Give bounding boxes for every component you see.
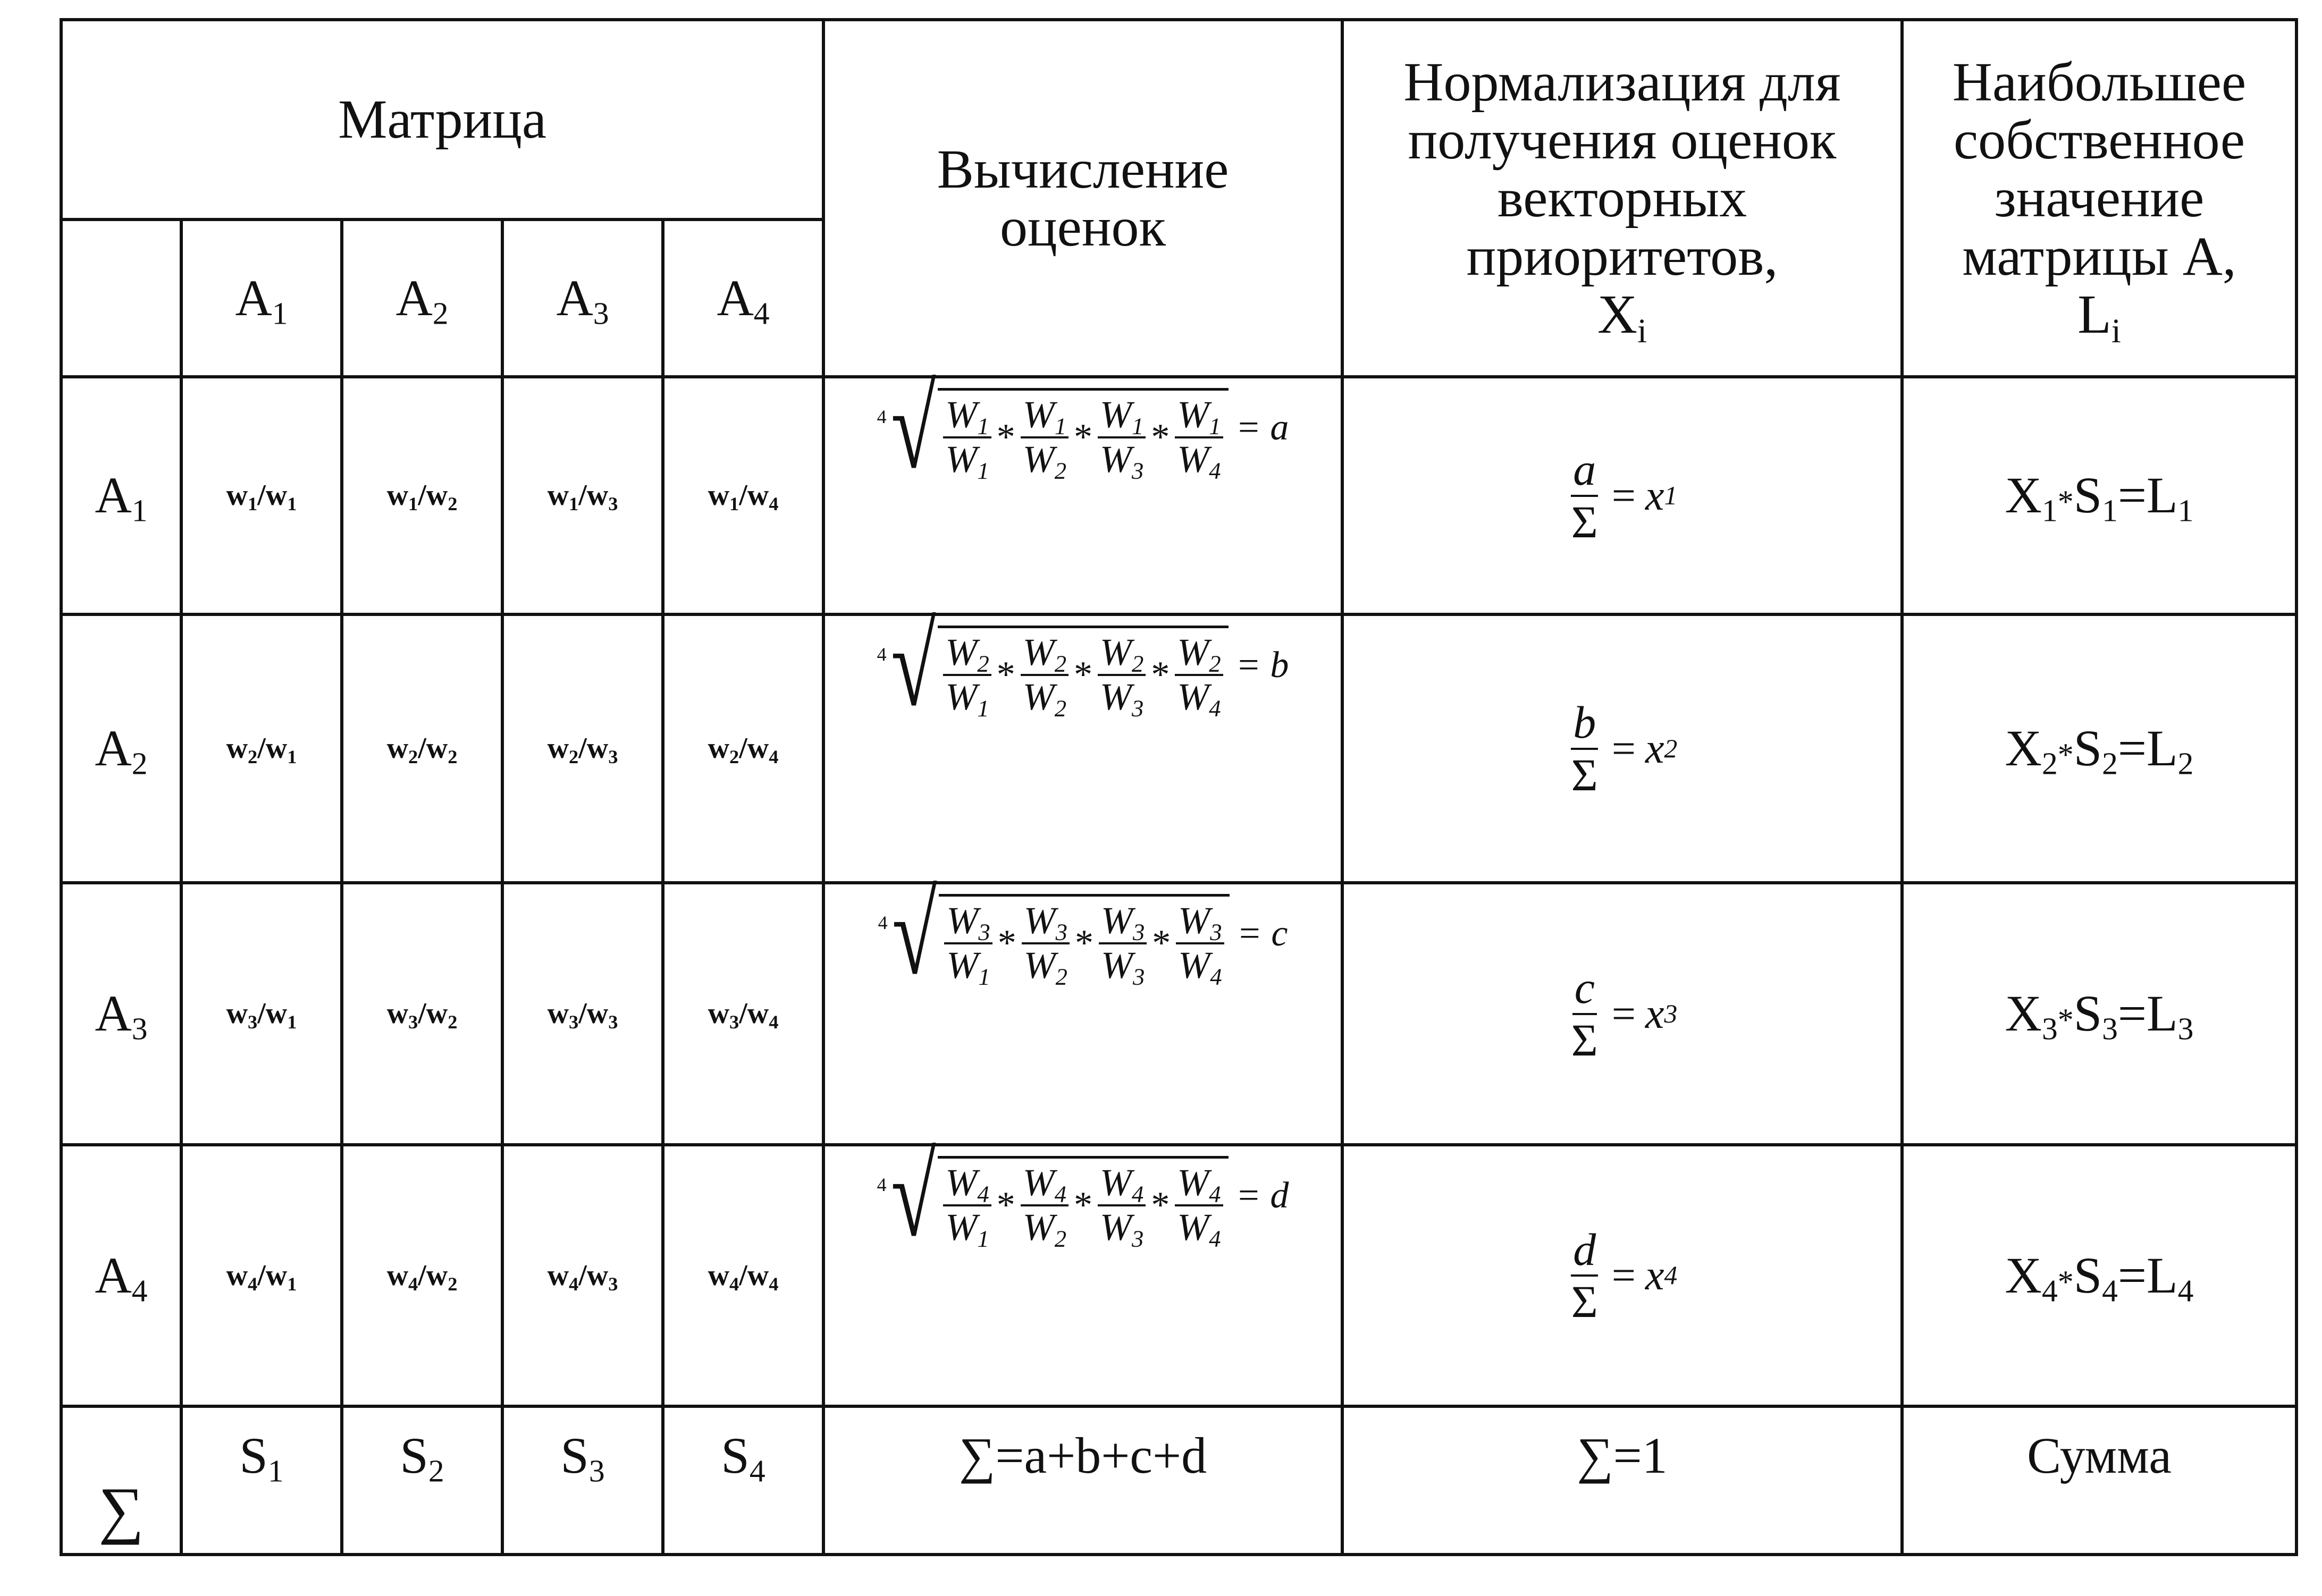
col-label: $A_2$ [396,269,449,331]
matrix-cell: $w_3/w_1$ [181,883,342,1145]
matrix-header: Матрица [61,20,823,219]
calc-formula [823,1131,1342,1406]
row-header-a3 [61,883,181,1145]
matrix-cell: $w_4/w_2$ [342,1145,502,1406]
norm-header: Нормализация для получения оценок векторных приоритетов, $X_i$ [1342,20,1902,377]
col-header-a1 [181,219,342,377]
calc-header: Вычисление оценок [823,20,1342,377]
column-sum: $S_3$ [502,1406,663,1555]
matrix-cell: $w_3/w_2$ [342,883,502,1145]
matrix-cell: $w_4/w_3$ [502,1145,663,1406]
fraction: $\frac{W_2}{W_2}$ [1021,632,1069,717]
fraction: $\frac{W_4}{W_3}$ [1098,1163,1146,1247]
eigen-formula: $X_1*S_1=L_1$ [1902,377,2296,614]
row-label: $A_1$ [95,467,148,528]
norm-formula: $\frac{c}{\Sigma}$ = x 3 [1342,883,1902,1145]
fraction: $\frac{W_2}{W_4}$ [1175,632,1223,717]
fourth-root: 4 √ $\frac{W_1}{W_1}$ * $\frac{W_1}{W_2}$ * $\frac{W_1}{W_3}$ * $\frac{W_1}{W_4}$ = a [877,363,1289,493]
col-header-a3 [502,219,663,377]
fourth-root: 4 √ $\frac{W_3}{W_1}$ * $\frac{W_3}{W_2}$ * $\frac{W_3}{W_3}$ * $\frac{W_3}{W_4}$ = c [878,869,1288,999]
matrix-cell: $w_2/w_2$ [342,614,502,883]
sum-row [61,1406,2296,1555]
matrix-cell: $w_4/w_4$ [663,1145,823,1406]
matrix-cell: $w_1/w_1$ [181,377,342,614]
fourth-root: 4 √ $\frac{W_4}{W_1}$ * $\frac{W_4}{W_2}$ * $\frac{W_4}{W_3}$ * $\frac{W_4}{W_4}$ = d [877,1131,1289,1261]
matrix-cell: $w_2/w_4$ [663,614,823,883]
row-label: $A_3$ [95,985,148,1046]
fraction: $\frac{W_3}{W_1}$ [944,901,992,985]
fraction: $\frac{W_3}{W_4}$ [1176,901,1224,985]
column-sum: $S_2$ [342,1406,502,1555]
matrix-cell: $w_2/w_3$ [502,614,663,883]
column-sum: $S_4$ [663,1406,823,1555]
fraction: $\frac{W_2}{W_1}$ [943,632,991,717]
row-header-a1 [61,377,181,614]
calc-formula [823,363,1342,614]
matrix-cell: $w_1/w_4$ [663,377,823,614]
fraction: $\frac{W_1}{W_1}$ [943,395,991,479]
eigen-header: Наибольшее собственное значение матрицы А, $L_i$ [1902,20,2296,377]
eigen-formula: $X_2*S_2=L_2$ [1902,614,2296,883]
row-header-a4 [61,1145,181,1406]
col-header-a4 [663,219,823,377]
norm-formula: $\frac{b}{\Sigma}$ = x 2 [1342,614,1902,883]
fraction: $\frac{W_4}{W_1}$ [943,1163,991,1247]
table-row [61,377,2296,614]
row-label: $A_4$ [95,1246,148,1308]
calc-formula [823,601,1342,883]
fraction: $\frac{W_4}{W_4}$ [1175,1163,1223,1247]
sum-norm: ∑=1 [1342,1406,1902,1555]
eigen-formula: $X_3*S_3=L_3$ [1902,883,2296,1145]
sum-calc: ∑=a+b+c+d [823,1406,1342,1555]
fraction: $\frac{W_1}{W_2}$ [1021,395,1069,479]
calc-formula [823,869,1342,1145]
col-header-a2 [342,219,502,377]
table-row [61,883,2296,1145]
row-header-a2 [61,614,181,883]
norm-formula: $\frac{a}{\Sigma}$ = x 1 [1342,377,1902,614]
fraction: $\frac{W_4}{W_2}$ [1021,1163,1069,1247]
matrix-cell: $w_1/w_2$ [342,377,502,614]
ahp-table [60,18,2298,1556]
norm-formula: $\frac{d}{\Sigma}$ = x 4 [1342,1145,1902,1406]
table-row [61,1145,2296,1406]
fraction: $\frac{W_1}{W_3}$ [1098,395,1146,479]
col-label: $A_1$ [235,269,288,331]
matrix-cell: $w_3/w_4$ [663,883,823,1145]
eigen-formula: $X_4*S_4=L_4$ [1902,1145,2296,1406]
fourth-root: 4 √ $\frac{W_2}{W_1}$ * $\frac{W_2}{W_2}$ * $\frac{W_2}{W_3}$ * $\frac{W_2}{W_4}$ = b [877,601,1289,730]
fraction: $\frac{W_1}{W_4}$ [1175,395,1223,479]
col-label: $A_4$ [717,269,770,331]
sum-symbol: ∑ [61,1406,181,1555]
matrix-cell: $w_1/w_3$ [502,377,663,614]
matrix-cell: $w_2/w_1$ [181,614,342,883]
sum-eig: Сумма [1902,1406,2296,1555]
fraction: $\frac{W_3}{W_3}$ [1099,901,1147,985]
matrix-cell: $w_3/w_3$ [502,883,663,1145]
fraction: $\frac{W_2}{W_3}$ [1098,632,1146,717]
corner-cell [61,219,181,377]
row-label: $A_2$ [95,720,148,781]
matrix-cell: $w_4/w_1$ [181,1145,342,1406]
column-sum: $S_1$ [181,1406,342,1555]
table-row [61,614,2296,883]
col-label: $A_3$ [556,269,609,331]
fraction: $\frac{W_3}{W_2}$ [1022,901,1070,985]
